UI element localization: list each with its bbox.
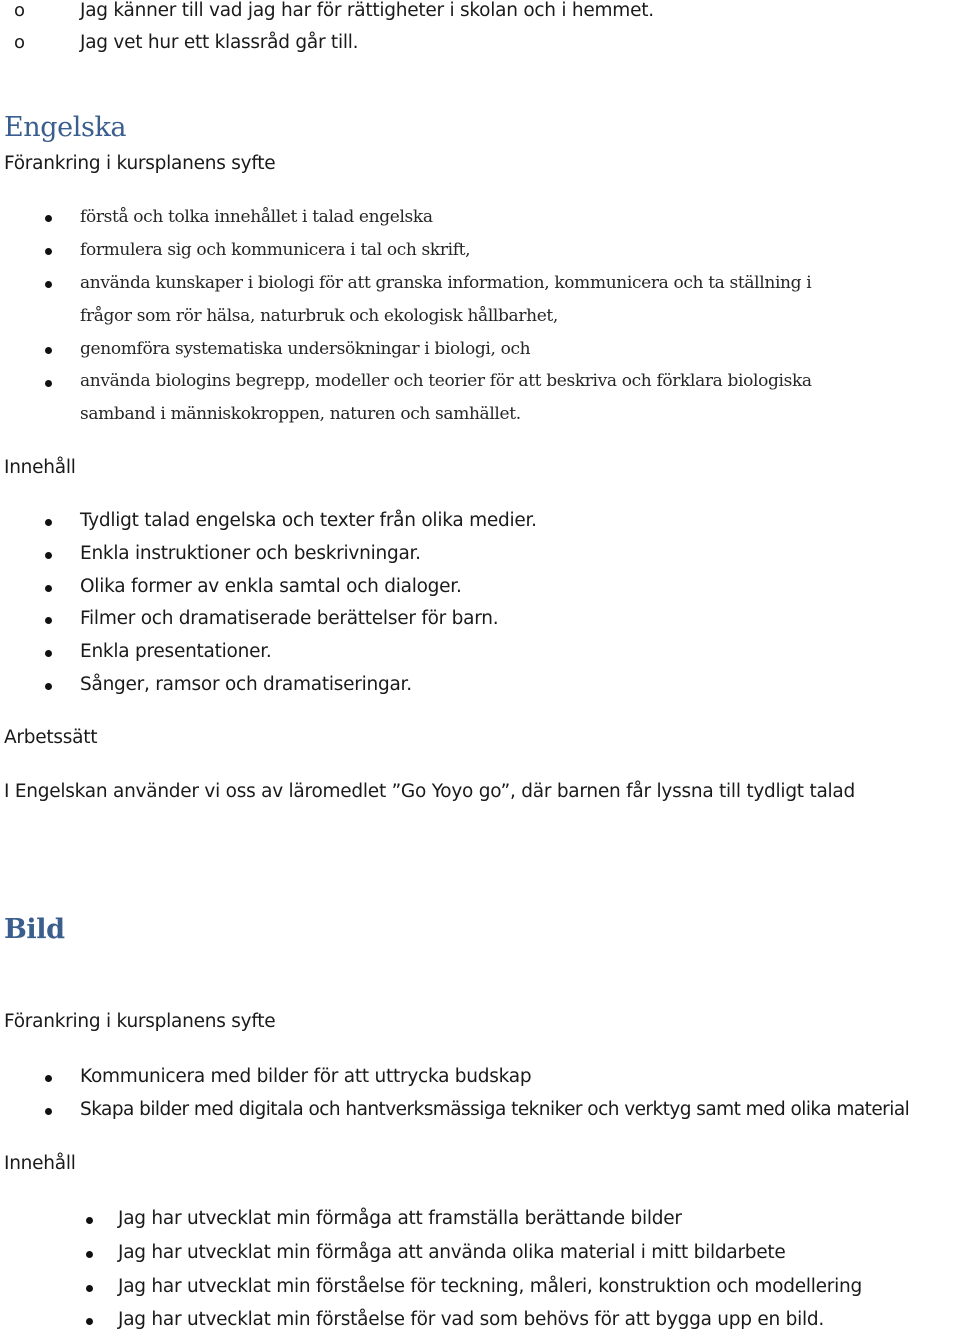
bullet-icon (45, 248, 52, 255)
list-item: Olika former av enkla samtal och dialoger. (80, 576, 462, 597)
list-item: Enkla presentationer. (80, 641, 272, 662)
innehall-heading: Innehåll (4, 1153, 76, 1174)
innehall-heading: Innehåll (4, 457, 76, 478)
list-marker: o (14, 32, 26, 53)
bullet-icon (45, 347, 52, 354)
list-item: Jag har utvecklat min förståelse för teckning, måleri, konstruktion och modellering (118, 1276, 862, 1297)
bullet-icon (45, 1108, 52, 1115)
list-item: använda kunskaper i biologi för att granska information, kommunicera och ta ställning i (80, 273, 812, 293)
bullet-icon (86, 1318, 93, 1325)
list-item: Jag har utvecklat min förmåga att använda olika material i mitt bildarbete (118, 1242, 786, 1263)
forankring-heading: Förankring i kursplanens syfte (4, 1011, 276, 1032)
arbetssatt-paragraph: I Engelskan använder vi oss av läromedlet ”Go Yoyo go”, där barnen får lyssna till tydligt talad (4, 781, 856, 802)
bullet-icon (45, 683, 52, 690)
list-item: Skapa bilder med digitala och hantverksmässiga tekniker och verktyg samt med olika material (80, 1099, 910, 1120)
bullet-icon (45, 215, 52, 222)
list-item: förstå och tolka innehållet i talad engelska (80, 207, 433, 227)
list-item: Jag har utvecklat min förmåga att framställa berättande bilder (118, 1208, 682, 1229)
bullet-icon (86, 1285, 93, 1292)
bullet-icon (45, 650, 52, 657)
bullet-icon (45, 617, 52, 624)
bullet-icon (45, 519, 52, 526)
bullet-icon (45, 552, 52, 559)
list-item: Sånger, ramsor och dramatiseringar. (80, 674, 412, 695)
bullet-icon (86, 1251, 93, 1258)
list-item: använda biologins begrepp, modeller och teorier för att beskriva och förklara biologiska (80, 371, 812, 391)
arbetssatt-heading: Arbetssätt (4, 727, 98, 748)
forankring-heading: Förankring i kursplanens syfte (4, 153, 276, 174)
section-title-engelska: Engelska (4, 112, 127, 143)
bullet-icon (45, 1075, 52, 1082)
bullet-icon (45, 585, 52, 592)
list-item: Tydligt talad engelska och texter från olika medier. (80, 510, 537, 531)
bullet-icon (86, 1217, 93, 1224)
list-marker: o (14, 0, 26, 21)
list-item: Jag känner till vad jag har för rättigheter i skolan och i hemmet. (80, 0, 654, 21)
list-item: genomföra systematiska undersökningar i biologi, och (80, 339, 531, 359)
list-item: formulera sig och kommunicera i tal och skrift, (80, 240, 471, 260)
list-item: Filmer och dramatiserade berättelser för barn. (80, 608, 499, 629)
list-item-continuation: samband i människokroppen, naturen och samhället. (80, 404, 521, 424)
section-title-bild: Bild (4, 914, 65, 945)
bullet-icon (45, 380, 52, 387)
bullet-icon (45, 281, 52, 288)
list-item: Jag vet hur ett klassråd går till. (80, 32, 359, 53)
list-item: Enkla instruktioner och beskrivningar. (80, 543, 421, 564)
list-item-continuation: frågor som rör hälsa, naturbruk och ekologisk hållbarhet, (80, 306, 558, 326)
list-item: Kommunicera med bilder för att uttrycka budskap (80, 1066, 532, 1087)
list-item: Jag har utvecklat min förståelse för vad som behövs för att bygga upp en bild. (118, 1309, 825, 1330)
